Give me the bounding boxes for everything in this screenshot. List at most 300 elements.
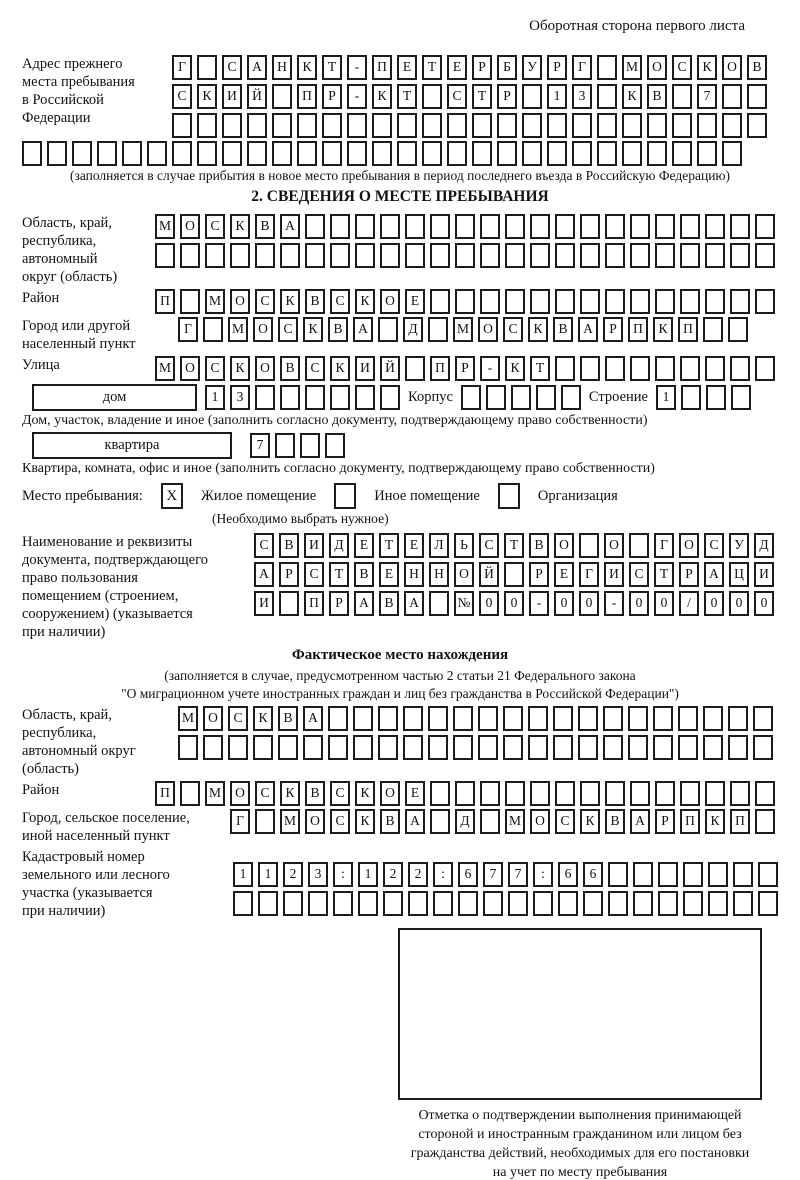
char-cell[interactable]: А: [280, 214, 300, 239]
char-cell[interactable]: Б: [497, 55, 517, 80]
char-cell[interactable]: [755, 243, 775, 268]
char-cell[interactable]: А: [630, 809, 650, 834]
char-cell[interactable]: [655, 356, 675, 381]
char-cell[interactable]: С: [254, 533, 274, 558]
char-cell[interactable]: П: [155, 781, 175, 806]
char-cell[interactable]: Р: [279, 562, 299, 587]
char-cell[interactable]: К: [697, 55, 717, 80]
char-cell[interactable]: [283, 891, 303, 916]
char-cell[interactable]: 0: [729, 591, 749, 616]
char-cell[interactable]: [681, 385, 701, 410]
char-cell[interactable]: [461, 385, 481, 410]
char-cell[interactable]: В: [279, 533, 299, 558]
char-cell[interactable]: О: [305, 809, 325, 834]
char-cell[interactable]: К: [355, 781, 375, 806]
char-cell[interactable]: О: [722, 55, 742, 80]
char-cell[interactable]: [358, 891, 378, 916]
char-cell[interactable]: 1: [258, 862, 278, 887]
char-cell[interactable]: [530, 243, 550, 268]
char-cell[interactable]: Г: [572, 55, 592, 80]
char-cell[interactable]: [733, 862, 753, 887]
char-cell[interactable]: [528, 706, 548, 731]
char-cell[interactable]: О: [203, 706, 223, 731]
char-cell[interactable]: Т: [504, 533, 524, 558]
char-cell[interactable]: Л: [429, 533, 449, 558]
char-cell[interactable]: [483, 891, 503, 916]
char-cell[interactable]: -: [604, 591, 624, 616]
char-cell[interactable]: [597, 84, 617, 109]
char-cell[interactable]: [572, 113, 592, 138]
char-cell[interactable]: [597, 55, 617, 80]
char-cell[interactable]: [755, 289, 775, 314]
char-cell[interactable]: [703, 317, 723, 342]
char-cell[interactable]: [530, 214, 550, 239]
char-cell[interactable]: №: [454, 591, 474, 616]
char-cell[interactable]: [605, 781, 625, 806]
char-cell[interactable]: М: [453, 317, 473, 342]
char-cell[interactable]: [536, 385, 556, 410]
char-cell[interactable]: М: [205, 781, 225, 806]
char-cell[interactable]: [680, 214, 700, 239]
stay-type-checkbox-organization[interactable]: [498, 483, 520, 509]
char-cell[interactable]: Т: [329, 562, 349, 587]
char-cell[interactable]: [203, 317, 223, 342]
char-cell[interactable]: [147, 141, 167, 166]
char-cell[interactable]: [647, 141, 667, 166]
char-cell[interactable]: [630, 214, 650, 239]
char-cell[interactable]: Т: [654, 562, 674, 587]
char-cell[interactable]: О: [478, 317, 498, 342]
char-cell[interactable]: [555, 289, 575, 314]
char-cell[interactable]: Р: [455, 356, 475, 381]
char-cell[interactable]: П: [628, 317, 648, 342]
char-cell[interactable]: С: [447, 84, 467, 109]
char-cell[interactable]: [155, 243, 175, 268]
char-cell[interactable]: [230, 243, 250, 268]
char-cell[interactable]: [533, 891, 553, 916]
char-cell[interactable]: С: [704, 533, 724, 558]
char-cell[interactable]: [597, 141, 617, 166]
char-cell[interactable]: [755, 809, 775, 834]
char-cell[interactable]: [205, 243, 225, 268]
char-cell[interactable]: А: [404, 591, 424, 616]
char-cell[interactable]: И: [604, 562, 624, 587]
char-cell[interactable]: [730, 289, 750, 314]
char-cell[interactable]: [605, 214, 625, 239]
char-cell[interactable]: М: [280, 809, 300, 834]
char-cell[interactable]: С: [555, 809, 575, 834]
char-cell[interactable]: Г: [178, 317, 198, 342]
char-cell[interactable]: 0: [479, 591, 499, 616]
char-cell[interactable]: [447, 113, 467, 138]
char-cell[interactable]: [480, 289, 500, 314]
char-cell[interactable]: Ц: [729, 562, 749, 587]
char-cell[interactable]: [705, 243, 725, 268]
char-cell[interactable]: [755, 781, 775, 806]
char-cell[interactable]: [403, 706, 423, 731]
char-cell[interactable]: [522, 113, 542, 138]
char-cell[interactable]: [755, 214, 775, 239]
char-cell[interactable]: [605, 289, 625, 314]
char-cell[interactable]: [528, 735, 548, 760]
char-cell[interactable]: [255, 243, 275, 268]
char-cell[interactable]: [530, 781, 550, 806]
char-cell[interactable]: П: [430, 356, 450, 381]
char-cell[interactable]: М: [155, 214, 175, 239]
char-cell[interactable]: [455, 289, 475, 314]
char-cell[interactable]: [505, 781, 525, 806]
char-cell[interactable]: О: [253, 317, 273, 342]
char-cell[interactable]: [428, 735, 448, 760]
char-cell[interactable]: [730, 356, 750, 381]
char-cell[interactable]: [429, 591, 449, 616]
char-cell[interactable]: [622, 113, 642, 138]
char-cell[interactable]: [705, 289, 725, 314]
char-cell[interactable]: К: [580, 809, 600, 834]
char-cell[interactable]: [505, 243, 525, 268]
char-cell[interactable]: [753, 735, 773, 760]
char-cell[interactable]: С: [205, 214, 225, 239]
char-cell[interactable]: -: [347, 55, 367, 80]
char-cell[interactable]: [722, 113, 742, 138]
char-cell[interactable]: 1: [233, 862, 253, 887]
char-cell[interactable]: В: [280, 356, 300, 381]
char-cell[interactable]: Т: [397, 84, 417, 109]
char-cell[interactable]: К: [372, 84, 392, 109]
char-cell[interactable]: -: [529, 591, 549, 616]
char-cell[interactable]: Д: [754, 533, 774, 558]
char-cell[interactable]: [272, 113, 292, 138]
char-cell[interactable]: С: [304, 562, 324, 587]
char-cell[interactable]: [222, 141, 242, 166]
char-cell[interactable]: С: [222, 55, 242, 80]
char-cell[interactable]: [630, 243, 650, 268]
char-cell[interactable]: [630, 781, 650, 806]
char-cell[interactable]: Р: [497, 84, 517, 109]
char-cell[interactable]: Р: [529, 562, 549, 587]
char-cell[interactable]: [280, 243, 300, 268]
char-cell[interactable]: [333, 891, 353, 916]
char-cell[interactable]: [578, 706, 598, 731]
char-cell[interactable]: [480, 243, 500, 268]
char-cell[interactable]: [272, 141, 292, 166]
char-cell[interactable]: [633, 862, 653, 887]
char-cell[interactable]: 7: [508, 862, 528, 887]
char-cell[interactable]: [680, 356, 700, 381]
char-cell[interactable]: К: [705, 809, 725, 834]
char-cell[interactable]: 2: [408, 862, 428, 887]
char-cell[interactable]: П: [304, 591, 324, 616]
char-cell[interactable]: Р: [679, 562, 699, 587]
char-cell[interactable]: [397, 141, 417, 166]
char-cell[interactable]: 1: [205, 385, 225, 410]
char-cell[interactable]: О: [380, 289, 400, 314]
char-cell[interactable]: [572, 141, 592, 166]
char-cell[interactable]: С: [205, 356, 225, 381]
char-cell[interactable]: [322, 141, 342, 166]
char-cell[interactable]: [583, 891, 603, 916]
char-cell[interactable]: 6: [558, 862, 578, 887]
char-cell[interactable]: [353, 706, 373, 731]
char-cell[interactable]: Е: [404, 533, 424, 558]
char-cell[interactable]: [378, 735, 398, 760]
char-cell[interactable]: Е: [447, 55, 467, 80]
char-cell[interactable]: М: [505, 809, 525, 834]
char-cell[interactable]: К: [505, 356, 525, 381]
char-cell[interactable]: [355, 243, 375, 268]
char-cell[interactable]: [328, 735, 348, 760]
char-cell[interactable]: Д: [403, 317, 423, 342]
char-cell[interactable]: [622, 141, 642, 166]
char-cell[interactable]: П: [730, 809, 750, 834]
char-cell[interactable]: К: [355, 809, 375, 834]
char-cell[interactable]: И: [304, 533, 324, 558]
char-cell[interactable]: [308, 891, 328, 916]
char-cell[interactable]: М: [228, 317, 248, 342]
char-cell[interactable]: С: [305, 356, 325, 381]
char-cell[interactable]: [731, 385, 751, 410]
char-cell[interactable]: А: [353, 317, 373, 342]
char-cell[interactable]: [678, 735, 698, 760]
char-cell[interactable]: В: [605, 809, 625, 834]
char-cell[interactable]: К: [355, 289, 375, 314]
char-cell[interactable]: [658, 891, 678, 916]
char-cell[interactable]: 3: [572, 84, 592, 109]
char-cell[interactable]: [197, 141, 217, 166]
char-cell[interactable]: [455, 243, 475, 268]
char-cell[interactable]: [430, 243, 450, 268]
char-cell[interactable]: 2: [383, 862, 403, 887]
char-cell[interactable]: [478, 706, 498, 731]
char-cell[interactable]: 3: [308, 862, 328, 887]
char-cell[interactable]: К: [197, 84, 217, 109]
char-cell[interactable]: К: [297, 55, 317, 80]
char-cell[interactable]: [280, 385, 300, 410]
char-cell[interactable]: [355, 385, 375, 410]
char-cell[interactable]: [706, 385, 726, 410]
char-cell[interactable]: [478, 735, 498, 760]
char-cell[interactable]: [580, 289, 600, 314]
char-cell[interactable]: А: [578, 317, 598, 342]
char-cell[interactable]: В: [354, 562, 374, 587]
char-cell[interactable]: [553, 706, 573, 731]
char-cell[interactable]: С: [255, 781, 275, 806]
char-cell[interactable]: [580, 356, 600, 381]
char-cell[interactable]: Р: [655, 809, 675, 834]
char-cell[interactable]: И: [254, 591, 274, 616]
char-cell[interactable]: [753, 706, 773, 731]
char-cell[interactable]: [408, 891, 428, 916]
char-cell[interactable]: [275, 433, 295, 458]
char-cell[interactable]: А: [254, 562, 274, 587]
char-cell[interactable]: [172, 113, 192, 138]
char-cell[interactable]: :: [433, 862, 453, 887]
char-cell[interactable]: [561, 385, 581, 410]
char-cell[interactable]: Д: [329, 533, 349, 558]
char-cell[interactable]: [708, 891, 728, 916]
char-cell[interactable]: А: [704, 562, 724, 587]
char-cell[interactable]: [430, 781, 450, 806]
char-cell[interactable]: 0: [554, 591, 574, 616]
char-cell[interactable]: [480, 214, 500, 239]
char-cell[interactable]: 0: [629, 591, 649, 616]
char-cell[interactable]: Г: [654, 533, 674, 558]
char-cell[interactable]: [378, 706, 398, 731]
char-cell[interactable]: [405, 243, 425, 268]
char-cell[interactable]: М: [205, 289, 225, 314]
char-cell[interactable]: С: [479, 533, 499, 558]
char-cell[interactable]: С: [278, 317, 298, 342]
char-cell[interactable]: Е: [379, 562, 399, 587]
char-cell[interactable]: В: [529, 533, 549, 558]
char-cell[interactable]: 2: [283, 862, 303, 887]
char-cell[interactable]: [222, 113, 242, 138]
char-cell[interactable]: О: [604, 533, 624, 558]
char-cell[interactable]: О: [530, 809, 550, 834]
char-cell[interactable]: [305, 243, 325, 268]
char-cell[interactable]: В: [305, 289, 325, 314]
char-cell[interactable]: [628, 706, 648, 731]
char-cell[interactable]: 3: [230, 385, 250, 410]
stay-type-checkbox-residential[interactable]: X: [161, 483, 183, 509]
char-cell[interactable]: [430, 289, 450, 314]
char-cell[interactable]: [504, 562, 524, 587]
char-cell[interactable]: [555, 214, 575, 239]
char-cell[interactable]: Р: [322, 84, 342, 109]
char-cell[interactable]: [680, 289, 700, 314]
char-cell[interactable]: Т: [530, 356, 550, 381]
char-cell[interactable]: [628, 735, 648, 760]
char-cell[interactable]: [278, 735, 298, 760]
char-cell[interactable]: [472, 141, 492, 166]
char-cell[interactable]: 1: [656, 385, 676, 410]
char-cell[interactable]: [708, 862, 728, 887]
char-cell[interactable]: Е: [405, 289, 425, 314]
char-cell[interactable]: У: [729, 533, 749, 558]
char-cell[interactable]: [672, 113, 692, 138]
char-cell[interactable]: Г: [172, 55, 192, 80]
char-cell[interactable]: [272, 84, 292, 109]
char-cell[interactable]: [547, 141, 567, 166]
char-cell[interactable]: В: [747, 55, 767, 80]
char-cell[interactable]: В: [305, 781, 325, 806]
char-cell[interactable]: [672, 141, 692, 166]
char-cell[interactable]: К: [528, 317, 548, 342]
char-cell[interactable]: О: [380, 781, 400, 806]
char-cell[interactable]: [522, 84, 542, 109]
char-cell[interactable]: [580, 214, 600, 239]
char-cell[interactable]: [653, 706, 673, 731]
char-cell[interactable]: [758, 891, 778, 916]
char-cell[interactable]: :: [533, 862, 553, 887]
char-cell[interactable]: Т: [322, 55, 342, 80]
char-cell[interactable]: [172, 141, 192, 166]
char-cell[interactable]: [497, 141, 517, 166]
char-cell[interactable]: К: [230, 356, 250, 381]
char-cell[interactable]: [733, 891, 753, 916]
char-cell[interactable]: [579, 533, 599, 558]
char-cell[interactable]: [758, 862, 778, 887]
char-cell[interactable]: Т: [472, 84, 492, 109]
char-cell[interactable]: [255, 385, 275, 410]
char-cell[interactable]: [503, 706, 523, 731]
char-cell[interactable]: [728, 317, 748, 342]
char-cell[interactable]: [428, 706, 448, 731]
char-cell[interactable]: [253, 735, 273, 760]
char-cell[interactable]: Д: [455, 809, 475, 834]
char-cell[interactable]: К: [253, 706, 273, 731]
char-cell[interactable]: [405, 356, 425, 381]
char-cell[interactable]: О: [554, 533, 574, 558]
char-cell[interactable]: [605, 356, 625, 381]
char-cell[interactable]: О: [679, 533, 699, 558]
char-cell[interactable]: А: [354, 591, 374, 616]
char-cell[interactable]: [383, 891, 403, 916]
char-cell[interactable]: С: [330, 781, 350, 806]
char-cell[interactable]: [178, 735, 198, 760]
char-cell[interactable]: [303, 735, 323, 760]
char-cell[interactable]: [630, 289, 650, 314]
char-cell[interactable]: О: [255, 356, 275, 381]
stay-type-checkbox-other-premises[interactable]: [334, 483, 356, 509]
char-cell[interactable]: [297, 141, 317, 166]
char-cell[interactable]: П: [155, 289, 175, 314]
char-cell[interactable]: О: [454, 562, 474, 587]
char-cell[interactable]: [305, 214, 325, 239]
char-cell[interactable]: [122, 141, 142, 166]
char-cell[interactable]: [555, 781, 575, 806]
char-cell[interactable]: [97, 141, 117, 166]
char-cell[interactable]: [730, 781, 750, 806]
char-cell[interactable]: 0: [504, 591, 524, 616]
char-cell[interactable]: [372, 141, 392, 166]
char-cell[interactable]: [403, 735, 423, 760]
char-cell[interactable]: 0: [704, 591, 724, 616]
char-cell[interactable]: [653, 735, 673, 760]
char-cell[interactable]: К: [622, 84, 642, 109]
char-cell[interactable]: Р: [472, 55, 492, 80]
char-cell[interactable]: [378, 317, 398, 342]
char-cell[interactable]: [255, 809, 275, 834]
char-cell[interactable]: [503, 735, 523, 760]
char-cell[interactable]: С: [172, 84, 192, 109]
char-cell[interactable]: С: [330, 809, 350, 834]
char-cell[interactable]: [197, 113, 217, 138]
char-cell[interactable]: 1: [358, 862, 378, 887]
char-cell[interactable]: О: [230, 289, 250, 314]
char-cell[interactable]: А: [303, 706, 323, 731]
char-cell[interactable]: [180, 243, 200, 268]
char-cell[interactable]: В: [278, 706, 298, 731]
char-cell[interactable]: О: [180, 356, 200, 381]
char-cell[interactable]: [672, 84, 692, 109]
char-cell[interactable]: Н: [404, 562, 424, 587]
char-cell[interactable]: М: [622, 55, 642, 80]
char-cell[interactable]: [555, 243, 575, 268]
char-cell[interactable]: [472, 113, 492, 138]
char-cell[interactable]: [655, 214, 675, 239]
char-cell[interactable]: Г: [579, 562, 599, 587]
char-cell[interactable]: 1: [547, 84, 567, 109]
char-cell[interactable]: [680, 781, 700, 806]
char-cell[interactable]: [605, 243, 625, 268]
char-cell[interactable]: М: [155, 356, 175, 381]
char-cell[interactable]: -: [347, 84, 367, 109]
char-cell[interactable]: В: [647, 84, 667, 109]
char-cell[interactable]: [705, 781, 725, 806]
char-cell[interactable]: 0: [754, 591, 774, 616]
char-cell[interactable]: [633, 891, 653, 916]
